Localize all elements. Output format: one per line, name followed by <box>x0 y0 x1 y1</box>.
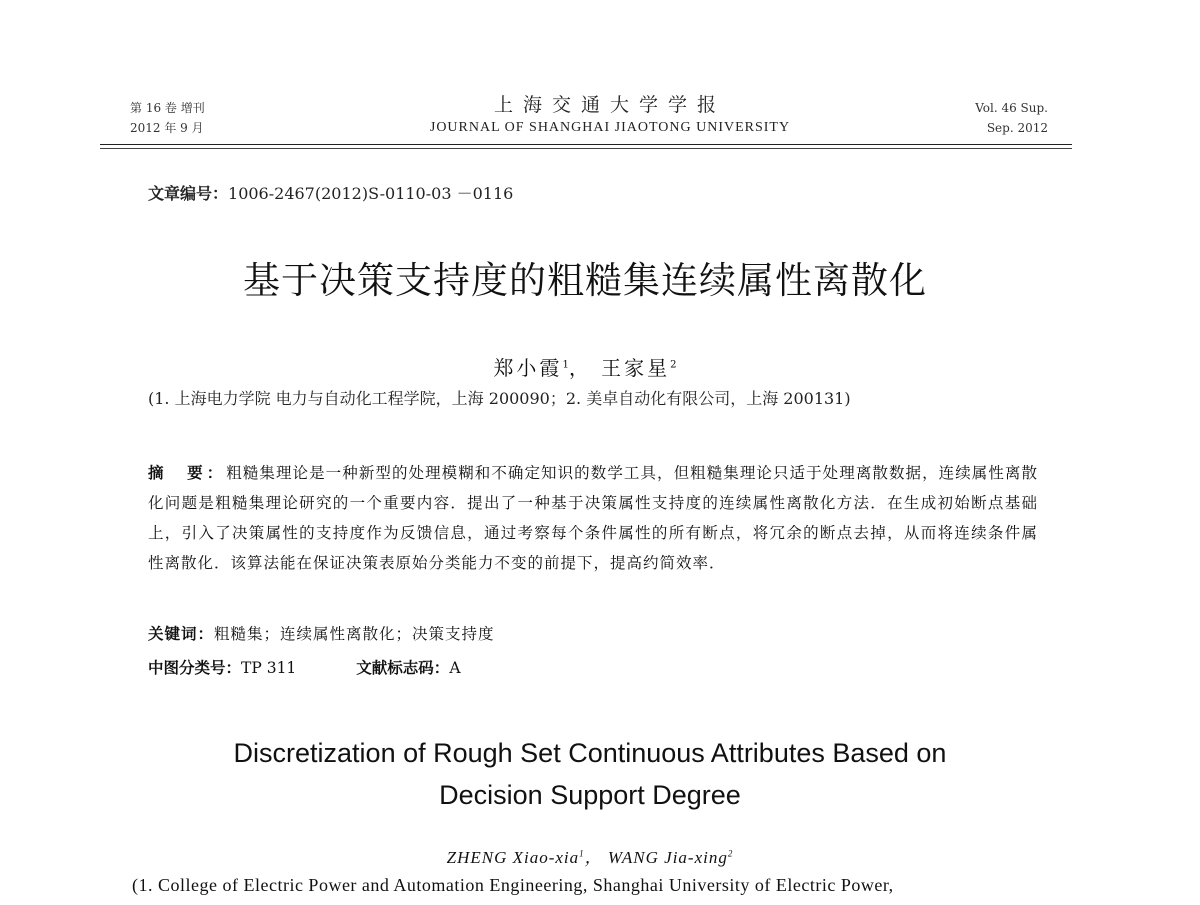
doc-code-label: 文献标志码： <box>356 659 450 677</box>
paper-title-en <box>0 732 1180 816</box>
title-en-line-1: Discretization of Rough Set Continuous Attributes Based on <box>233 738 947 768</box>
author-en-separator: ， <box>584 848 603 867</box>
affiliation-cn: (1. 上海电力学院 电力与自动化工程学院，上海 200090；2. 美卓自动化有限公司，上海 200131) <box>148 389 851 408</box>
doc-code-value: A <box>449 659 461 677</box>
clc-label: 中图分类号： <box>148 659 242 677</box>
journal-name-cn: 上海交通大学学报 <box>493 94 726 116</box>
paper-title-cn: 基于决策支持度的粗糙集连续属性离散化 <box>243 259 927 302</box>
volume-en: Vol. 46 Sup. <box>975 101 1048 115</box>
author-2-en: WANG Jia-xing <box>607 848 728 867</box>
publication-date: 2012 年 9 月 <box>130 121 204 135</box>
volume-issue: 第 16 卷 增刊 <box>130 101 205 115</box>
author-1-affil-mark: 1 <box>562 359 569 371</box>
header-rule <box>100 144 1072 145</box>
authors-en <box>0 843 1180 868</box>
author-separator: ， <box>568 356 592 380</box>
keywords-label: 关键词： <box>148 625 215 643</box>
author-2-cn: 王家星 <box>601 356 671 380</box>
keywords-text: 粗糙集；连续属性离散化；决策支持度 <box>214 625 495 643</box>
title-en-line-2: Decision Support Degree <box>439 780 741 810</box>
affiliation-en: (1. College of Electric Power and Automation Engineering, Shanghai University of Electric Power, <box>132 875 894 895</box>
author-1-en: ZHENG Xiao-xia <box>446 848 580 867</box>
keywords-cn <box>148 622 495 644</box>
date-en: Sep. 2012 <box>986 121 1048 135</box>
abstract-text: 粗糙集理论是一种新型的处理模糊和不确定知识的数学工具，但粗糙集理论只适于处理离散数据，连续属性离散化问题是粗糙集理论研究的一个重要内容．提出了一种基于决策属性支持度的连续属性离散化方法．在生成初始断点基础上，引入了决策属性的支持度作为反馈信息，通过考察每个条件属性的所有断点，将冗余的断点去掉，从而将连续条件属性离散化．该算法能在保证决策表原始分类能力不变的前提下，提高约简效率． <box>148 464 1038 572</box>
journal-name-en: JOURNAL OF SHANGHAI JIAOTONG UNIVERSITY <box>429 120 791 135</box>
abstract-cn <box>148 458 1038 578</box>
classification-row <box>148 656 461 678</box>
abstract-label: 摘 要： <box>148 464 227 482</box>
author-1-en-affil-mark: 1 <box>579 848 585 859</box>
running-header-journal <box>380 92 840 138</box>
article-number-value: 1006-2467(2012)S-0110-03 －0116 <box>228 184 514 203</box>
article-number <box>148 181 513 204</box>
author-2-en-affil-mark: 2 <box>727 848 734 859</box>
article-number-label: 文章编号： <box>148 184 229 203</box>
running-header-volume-en <box>975 98 1048 138</box>
header-rule-thin <box>100 148 1072 149</box>
running-header-volume <box>130 98 205 138</box>
clc-value: TP 311 <box>241 659 297 677</box>
author-1-cn: 郑小霞 <box>493 356 563 380</box>
author-2-affil-mark: 2 <box>670 359 677 371</box>
authors-cn <box>0 352 1170 381</box>
